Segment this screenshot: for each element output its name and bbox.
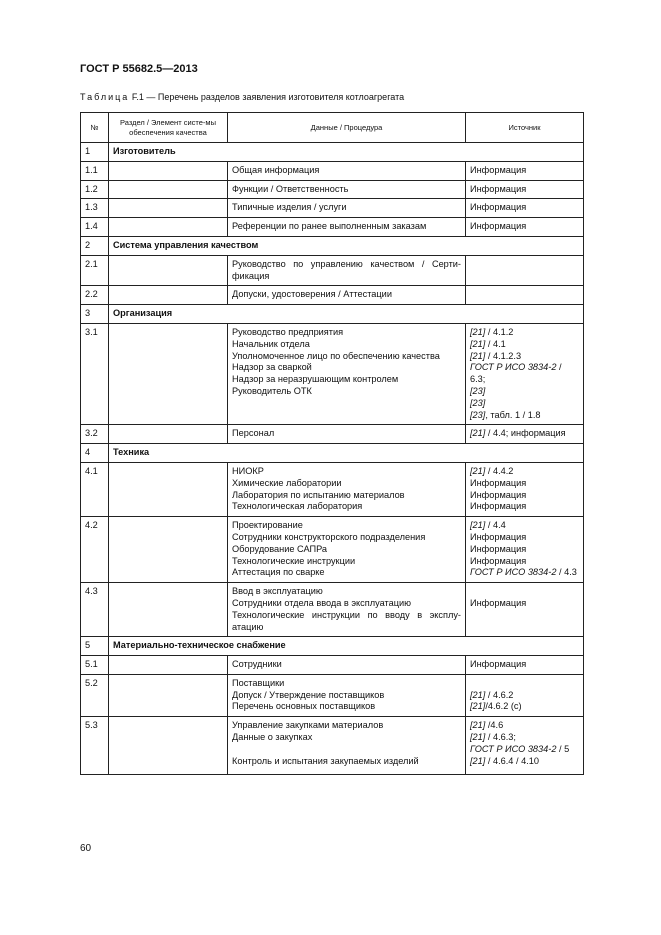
table-row	[81, 462, 584, 516]
table-header-row	[81, 113, 584, 143]
section-number: 5	[81, 637, 109, 656]
data-line: Надзор за сваркой	[232, 362, 312, 373]
row-source: [21] / 4.4.2 Информация Информация Информация	[466, 462, 584, 516]
row-source	[466, 286, 584, 305]
reference: [21]	[470, 720, 486, 731]
row-source: Информация	[466, 180, 584, 199]
row-number: 2.1	[81, 255, 109, 286]
row-number: 2.2	[81, 286, 109, 305]
section-number: 2	[81, 236, 109, 255]
table-row	[81, 323, 584, 424]
row-number: 1.1	[81, 161, 109, 180]
reference: [21]	[470, 689, 486, 700]
section-number: 3	[81, 305, 109, 324]
section-row	[81, 143, 584, 162]
section-title: Организация	[109, 305, 584, 324]
row-data: Типичные изделия / услуги	[228, 199, 466, 218]
table-row	[81, 218, 584, 237]
caption-label: Таблица	[80, 92, 130, 102]
reference: ГОСТ Р ИСО 3834-2	[470, 567, 557, 578]
section-title: Материально-техническое снабжение	[109, 637, 584, 656]
section-row	[81, 444, 584, 463]
reference: [21]	[470, 338, 486, 349]
table-row	[81, 656, 584, 675]
reference: [21]	[470, 428, 486, 439]
table-row	[81, 717, 584, 775]
table-row	[81, 425, 584, 444]
data-line: Уполномоченное лицо по обеспечению качества	[232, 350, 440, 361]
reference: [23]	[470, 385, 486, 396]
row-data: Функции / Ответственность	[228, 180, 466, 199]
caption-text: — Перечень разделов заявления изготовителя котлоагрегата	[146, 92, 405, 102]
reference: [21]	[470, 755, 486, 766]
row-source: [21] / 4.4; информация	[466, 425, 584, 444]
row-data: Общая информация	[228, 161, 466, 180]
row-data: Допуски, удостоверения / Аттестации	[228, 286, 466, 305]
reference: [23]	[470, 409, 486, 420]
row-source: [21] /4.6 [21] / 4.6.3; ГОСТ Р ИСО 3834-2 / 5 [21] / 4.6.4 / 4.10	[466, 717, 584, 775]
table-caption	[80, 92, 404, 102]
reference: [21]	[470, 701, 486, 712]
reference: [23]	[470, 397, 486, 408]
caption-number: F.1	[131, 92, 144, 102]
row-source: [21] / 4.4 Информация Информация Информация ГОСТ Р ИСО 3834-2 / 4.3	[466, 517, 584, 583]
row-data: Референции по ранее выполненным заказам	[228, 218, 466, 237]
row-data: Ввод в эксплуатацию Сотрудники отдела ввода в эксплуатацию Технологические инструкции по вводу в эксплу-атацию	[228, 583, 466, 637]
row-source: Информация	[466, 199, 584, 218]
header-number: №	[81, 113, 109, 143]
table-row	[81, 161, 584, 180]
table-row	[81, 674, 584, 716]
row-number: 5.3	[81, 717, 109, 775]
data-line: Начальник отдела	[232, 338, 310, 349]
row-number: 1.3	[81, 199, 109, 218]
data-line: Руководство предприятия	[232, 326, 344, 337]
row-number: 5.1	[81, 656, 109, 675]
reference: [21]	[470, 350, 486, 361]
row-data	[228, 323, 466, 424]
table-row	[81, 286, 584, 305]
section-title: Изготовитель	[109, 143, 584, 162]
reference: [21]	[470, 520, 486, 531]
section-row	[81, 637, 584, 656]
table-row	[81, 180, 584, 199]
data-line: Надзор за неразрушающим контролем	[232, 374, 399, 385]
row-data: Персонал	[228, 425, 466, 444]
row-source: Информация	[466, 656, 584, 675]
row-data: Управление закупками материалов Данные о закупках Контроль и испытания закупаемых изделий	[228, 717, 466, 775]
reference: [21]	[470, 465, 486, 476]
header-data: Данные / Процедура	[228, 113, 466, 143]
row-data: Сотрудники	[228, 656, 466, 675]
row-number: 4.3	[81, 583, 109, 637]
table-row	[81, 199, 584, 218]
header-section: Раздел / Элемент систе-мы обеспечения качества	[109, 113, 228, 143]
row-number: 3.2	[81, 425, 109, 444]
manufacturer-statement-table	[80, 112, 584, 775]
table-row	[81, 517, 584, 583]
row-data: Руководство по управлению качеством / Серти-фикация	[228, 255, 466, 286]
section-row	[81, 305, 584, 324]
row-number: 1.2	[81, 180, 109, 199]
row-source: Информация	[466, 583, 584, 637]
row-data: НИОКР Химические лаборатории Лаборатория по испытанию материалов Технологическая лаборатория	[228, 462, 466, 516]
reference: [21]	[470, 732, 486, 743]
section-row	[81, 236, 584, 255]
row-source	[466, 255, 584, 286]
header-source: Источник	[466, 113, 584, 143]
row-source: [21] / 4.6.2 [21]/4.6.2 (c)	[466, 674, 584, 716]
row-number: 3.1	[81, 323, 109, 424]
table-row	[81, 255, 584, 286]
row-source: Информация	[466, 218, 584, 237]
page-number: 60	[80, 843, 92, 854]
data-line: Руководитель ОТК	[232, 385, 312, 396]
row-number: 5.2	[81, 674, 109, 716]
section-number: 1	[81, 143, 109, 162]
row-data: Проектирование Сотрудники конструкторского подразделения Оборудование САПРа Технологические инструкции Аттестация по сварке	[228, 517, 466, 583]
row-number: 4.1	[81, 462, 109, 516]
row-data: Поставщики Допуск / Утверждение поставщиков Перечень основных поставщиков	[228, 674, 466, 716]
table-row	[81, 583, 584, 637]
section-title: Техника	[109, 444, 584, 463]
section-number: 4	[81, 444, 109, 463]
reference: ГОСТ Р ИСО 3834-2	[470, 743, 557, 754]
row-number: 1.4	[81, 218, 109, 237]
reference: [21]	[470, 326, 486, 337]
row-source: [21] / 4.1.2 [21] / 4.1 [21] / 4.1.2.3 ГОСТ Р ИСО 3834-2 / 6.3; [23] [23] [23], табл. 1 / 1.8	[466, 323, 584, 424]
row-source: Информация	[466, 161, 584, 180]
standard-title: ГОСТ Р 55682.5—2013	[80, 63, 198, 75]
section-title: Система управления качеством	[109, 236, 584, 255]
reference: ГОСТ Р ИСО 3834-2	[470, 362, 557, 373]
row-number: 4.2	[81, 517, 109, 583]
